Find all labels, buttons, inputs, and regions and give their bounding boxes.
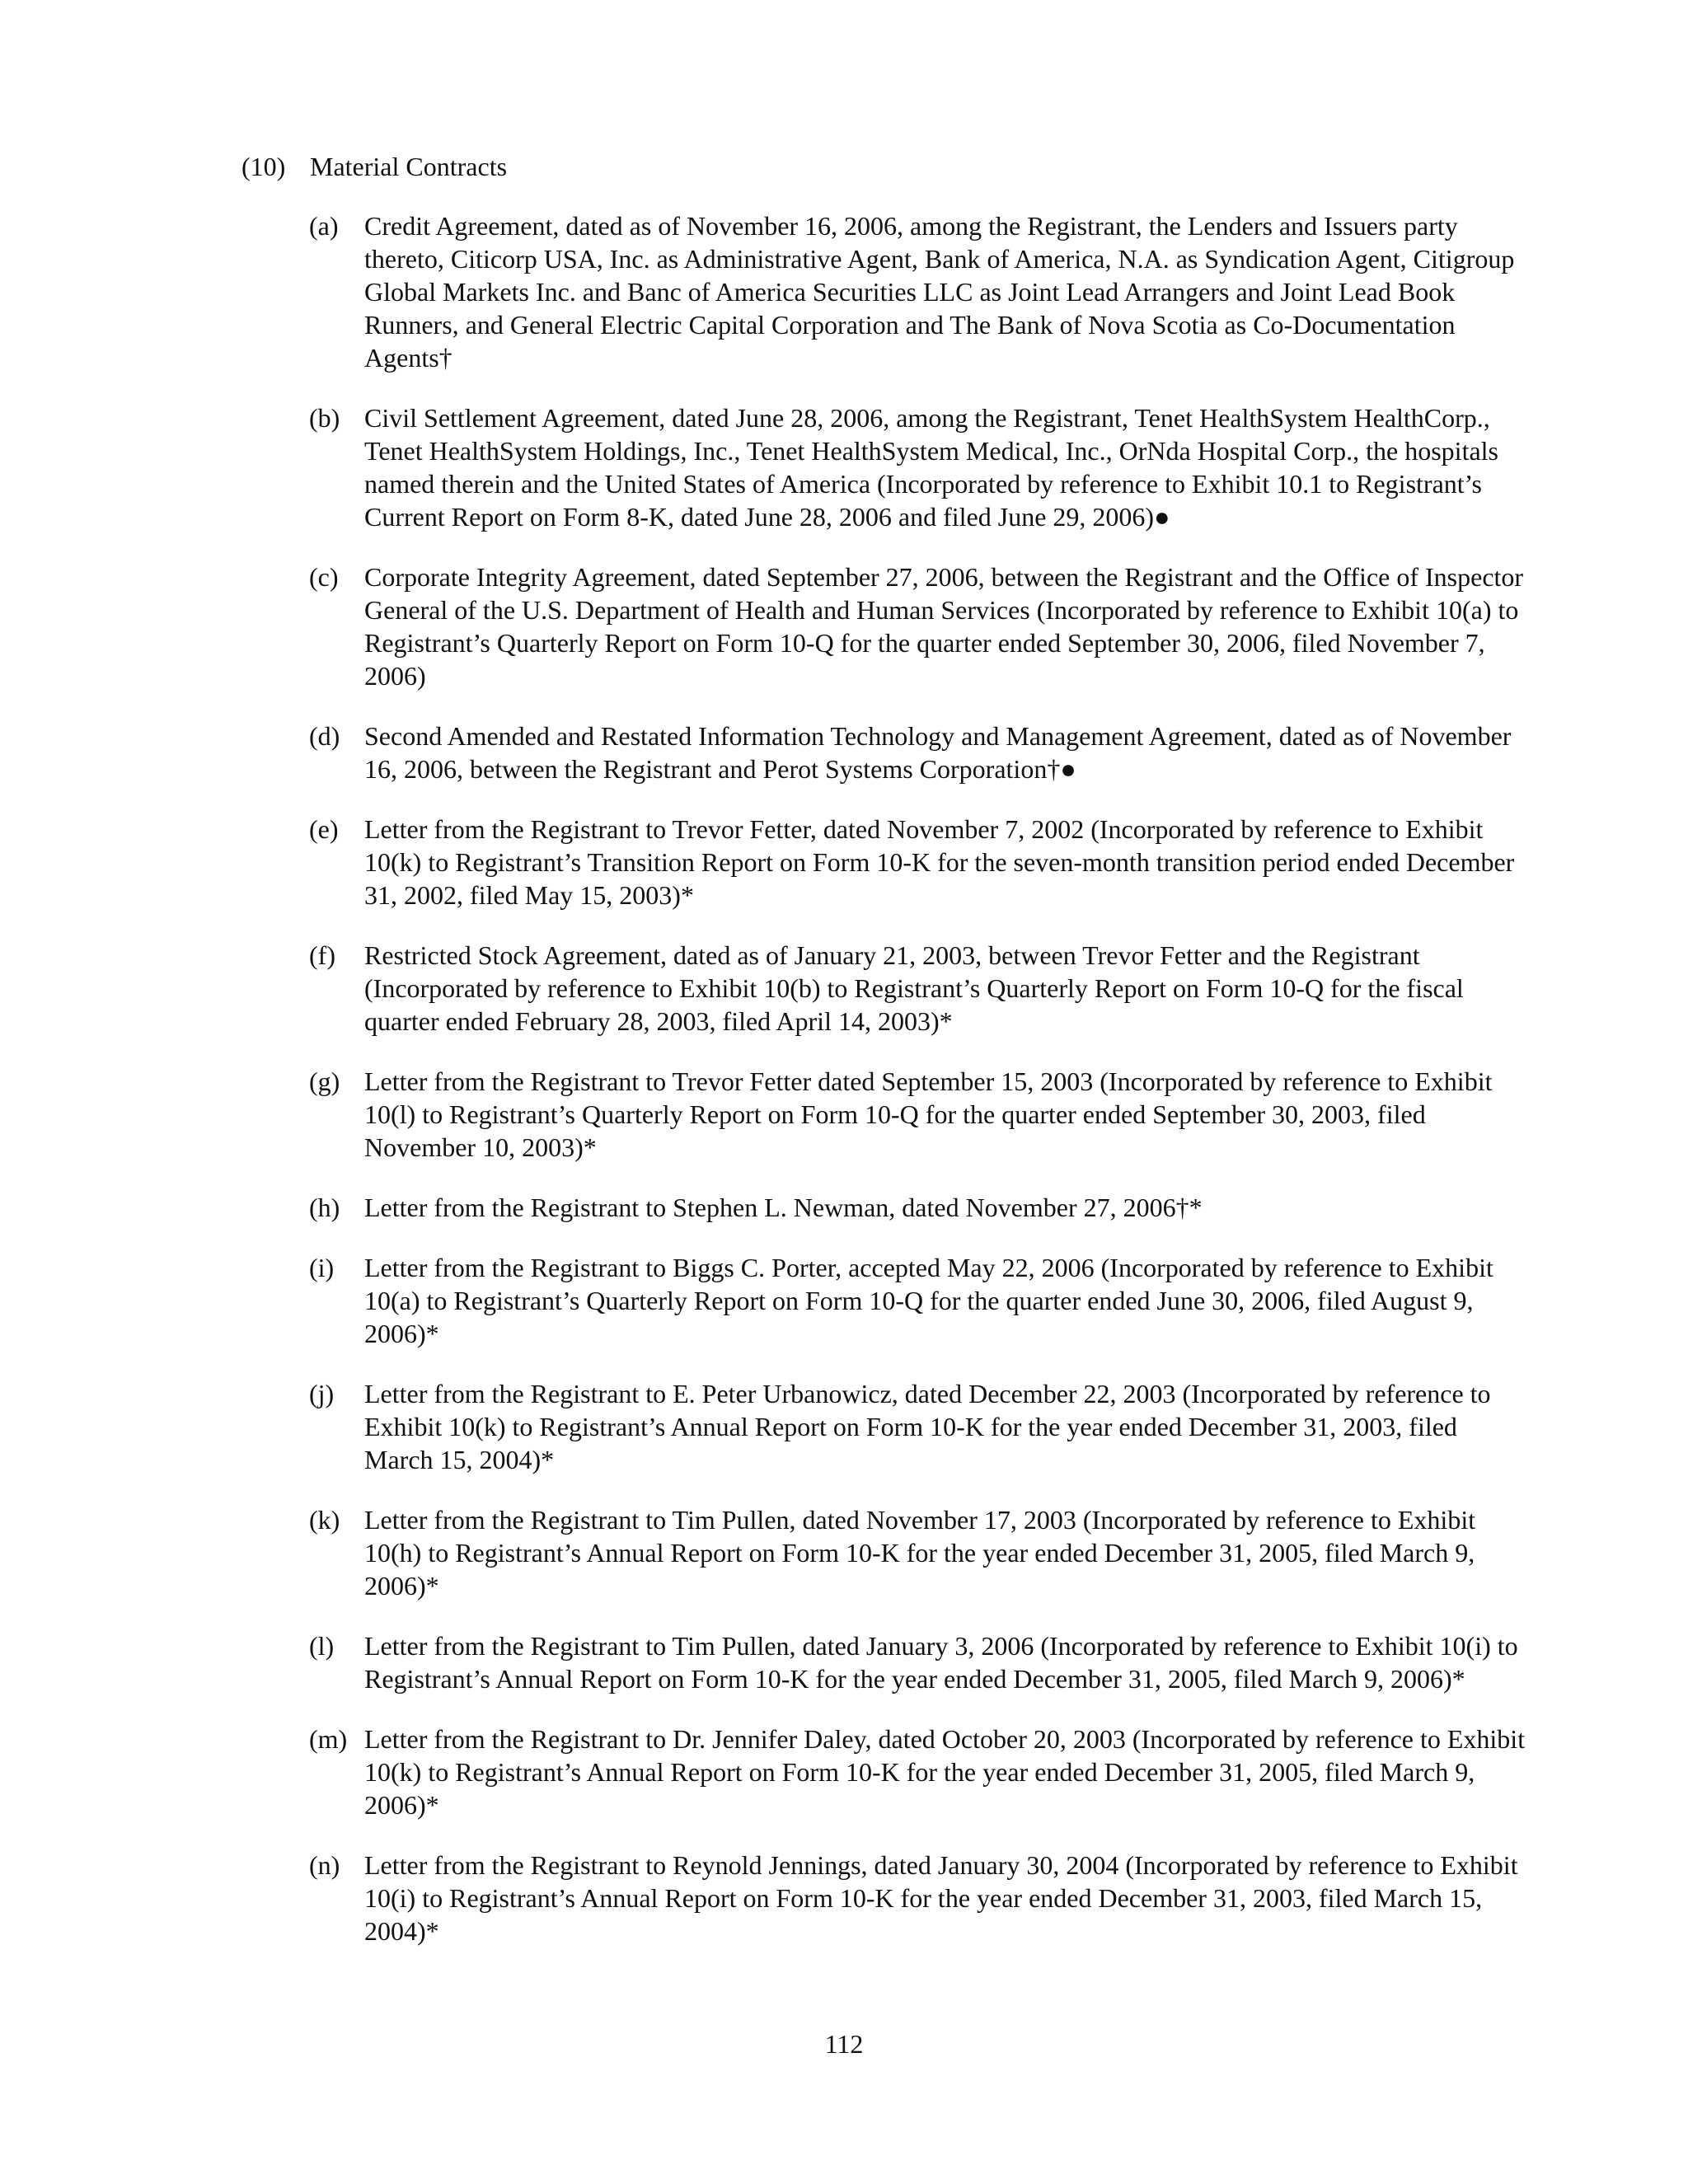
item-text: Second Amended and Restated Information Technology and Management Agreement, dated as of November 16, 2006, between the Registrant and Perot Systems Corporation†● [364,721,1512,784]
item-label: (h) [309,1193,340,1222]
exhibit-item-d [309,719,1529,785]
exhibit-item-k [309,1503,1529,1602]
item-text: Letter from the Registrant to Dr. Jennifer Daley, dated October 20, 2003 (Incorporated by reference to Exhibit 10(k) to Registrant’s Annual Report on Form 10-K for the year ended December 31, 2005, filed March 9, 2006)* [364,1724,1526,1820]
exhibit-item-c [309,560,1529,692]
item-text: Letter from the Registrant to Tim Pullen, dated January 3, 2006 (Incorporated by reference to Exhibit 10(i) to Registrant’s Annual Report on Form 10-K for the year ended December 31, 2005, filed March 9, 2006)* [364,1631,1518,1694]
exhibit-item-g [309,1065,1529,1164]
item-text: Letter from the Registrant to Stephen L. Newman, dated November 27, 2006†* [364,1193,1203,1222]
exhibit-item-m [309,1722,1529,1821]
exhibit-item-a [309,209,1529,374]
exhibit-item-j [309,1377,1529,1476]
exhibit-item-n [309,1849,1529,1947]
section-number: (10) [241,152,286,181]
item-text: Letter from the Registrant to Trevor Fetter dated September 15, 2003 (Incorporated by reference to Exhibit 10(l) to Registrant’s Quarterly Report on Form 10-Q for the quarter ended September 30, 2003, filed November 10, 2003)* [364,1066,1493,1162]
item-label: (d) [309,721,340,751]
section-heading [241,150,507,183]
item-text: Letter from the Registrant to Reynold Jennings, dated January 30, 2004 (Incorporated by reference to Exhibit 10(i) to Registrant’s Annual Report on Form 10-K for the year ended December 31, 2003, filed March 15, 2004)* [364,1850,1518,1946]
item-text: Letter from the Registrant to Biggs C. Porter, accepted May 22, 2006 (Incorporated by reference to Exhibit 10(a) to Registrant’s Quarterly Report on Form 10-Q for the quarter ended June 30, 2006, filed August 9, 2006)* [364,1253,1493,1348]
exhibit-item-b [309,401,1529,533]
exhibit-item-e [309,813,1529,912]
item-text: Letter from the Registrant to E. Peter Urbanowicz, dated December 22, 2003 (Incorporated by reference to Exhibit 10(k) to Registrant’s Annual Report on Form 10-K for the year ended December 31, 2003, filed March 15, 2004)* [364,1379,1491,1474]
item-text: Letter from the Registrant to Tim Pullen, dated November 17, 2003 (Incorporated by reference to Exhibit 10(h) to Registrant’s Annual Report on Form 10-K for the year ended December 31, 2005, filed March 9, 2006)* [364,1505,1476,1601]
item-text: Restricted Stock Agreement, dated as of January 21, 2003, between Trevor Fetter and the Registrant (Incorporated by reference to Exhibit 10(b) to Registrant’s Quarterly Report on Form 10-Q for the fiscal quarter ended February 28, 2003, filed April 14, 2003)* [364,940,1464,1036]
item-label: (l) [309,1631,335,1661]
item-label: (f) [309,940,335,970]
item-text: Civil Settlement Agreement, dated June 28, 2006, among the Registrant, Tenet HealthSystem HealthCorp., Tenet HealthSystem Holdings, Inc., Tenet HealthSystem Medical, Inc., OrNda Hospital Corp., the hospitals named therein and the United States of America (Incorporated by reference to Exhibit 10.1 to Registrant’s Current Report on Form 8-K, dated June 28, 2006 and filed June 29, 2006)● [364,403,1498,532]
exhibit-item-h [309,1191,1529,1224]
page-number: 112 [824,2029,864,2059]
exhibit-list [309,209,1529,1975]
item-label: (g) [309,1066,340,1096]
item-text: Letter from the Registrant to Trevor Fetter, dated November 7, 2002 (Incorporated by reference to Exhibit 10(k) to Registrant’s Transition Report on Form 10-K for the seven-month transition period ended December 31, 2002, filed May 15, 2003)* [364,814,1515,910]
item-text: Corporate Integrity Agreement, dated September 27, 2006, between the Registrant and the Office of Inspector General of the U.S. Department of Health and Human Services (Incorporated by reference to Exhibit 10(a) to Registrant’s Quarterly Report on Form 10-Q for the quarter ended September 30, 2006, filed November 7, 2006) [364,562,1524,691]
exhibit-item-i [309,1251,1529,1350]
section-title: Material Contracts [310,152,508,181]
item-label: (c) [309,562,339,592]
item-label: (k) [309,1505,340,1535]
exhibit-item-l [309,1629,1529,1695]
item-label: (i) [309,1253,335,1282]
item-label: (n) [309,1850,340,1880]
item-label: (j) [309,1379,335,1408]
item-text: Credit Agreement, dated as of November 16, 2006, among the Registrant, the Lenders and Issuers party thereto, Citicorp USA, Inc. as Administrative Agent, Bank of America, N.A. as Syndication Agent, Citigroup Global Markets Inc. and Banc of America Securities LLC as Joint Lead Arrangers and Joint Lead Book Runners, and General Electric Capital Corporation and The Bank of Nova Scotia as Co-Documentation Agents† [364,211,1515,373]
exhibit-item-f [309,939,1529,1038]
item-label: (e) [309,814,339,844]
item-label: (a) [309,211,339,241]
item-label: (b) [309,403,340,433]
item-label: (m) [309,1724,348,1754]
